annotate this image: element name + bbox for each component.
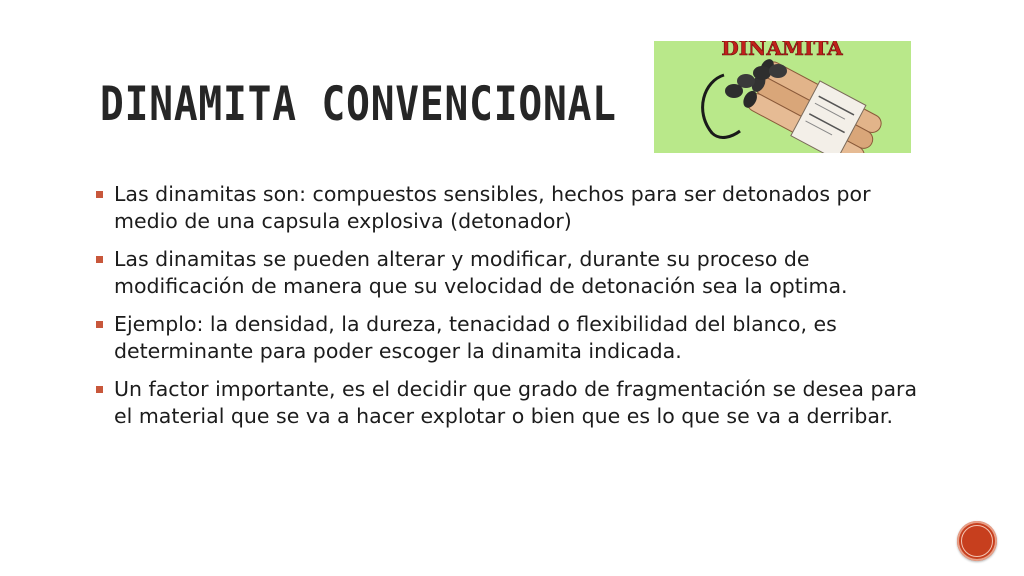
slide-number-badge [957, 521, 997, 561]
bullet-item [96, 246, 936, 300]
bullet-marker-icon [96, 256, 103, 263]
slide-title: DINAMITA CONVENCIONAL [100, 77, 617, 132]
bullet-text: Ejemplo: la densidad, la dureza, tenacidad o flexibilidad del blanco, es determinante para poder escoger la dinamita indicada. [114, 312, 837, 363]
slide-number-ring [961, 525, 993, 557]
bullet-item [96, 181, 936, 235]
bullet-text: Las dinamitas se pueden alterar y modificar, durante su proceso de modificación de manera que su velocidad de detonación sea la optima. [114, 247, 848, 298]
dynamite-label: DINAMITA [721, 41, 843, 60]
bullet-marker-icon [96, 191, 103, 198]
dynamite-illustration [654, 41, 911, 153]
bullet-text: Un factor importante, es el decidir que grado de fragmentación se desea para el material que se va a hacer explotar o bien que es lo que se va a derribar. [114, 377, 918, 428]
bullet-text: Las dinamitas son: compuestos sensibles, hechos para ser detonados por medio de una capsula explosiva (detonador) [114, 182, 871, 233]
bullet-item [96, 376, 936, 430]
bullet-item [96, 311, 936, 365]
bullet-marker-icon [96, 386, 103, 393]
bullet-marker-icon [96, 321, 103, 328]
dynamite-picture [654, 41, 911, 153]
bullet-list [96, 181, 936, 441]
